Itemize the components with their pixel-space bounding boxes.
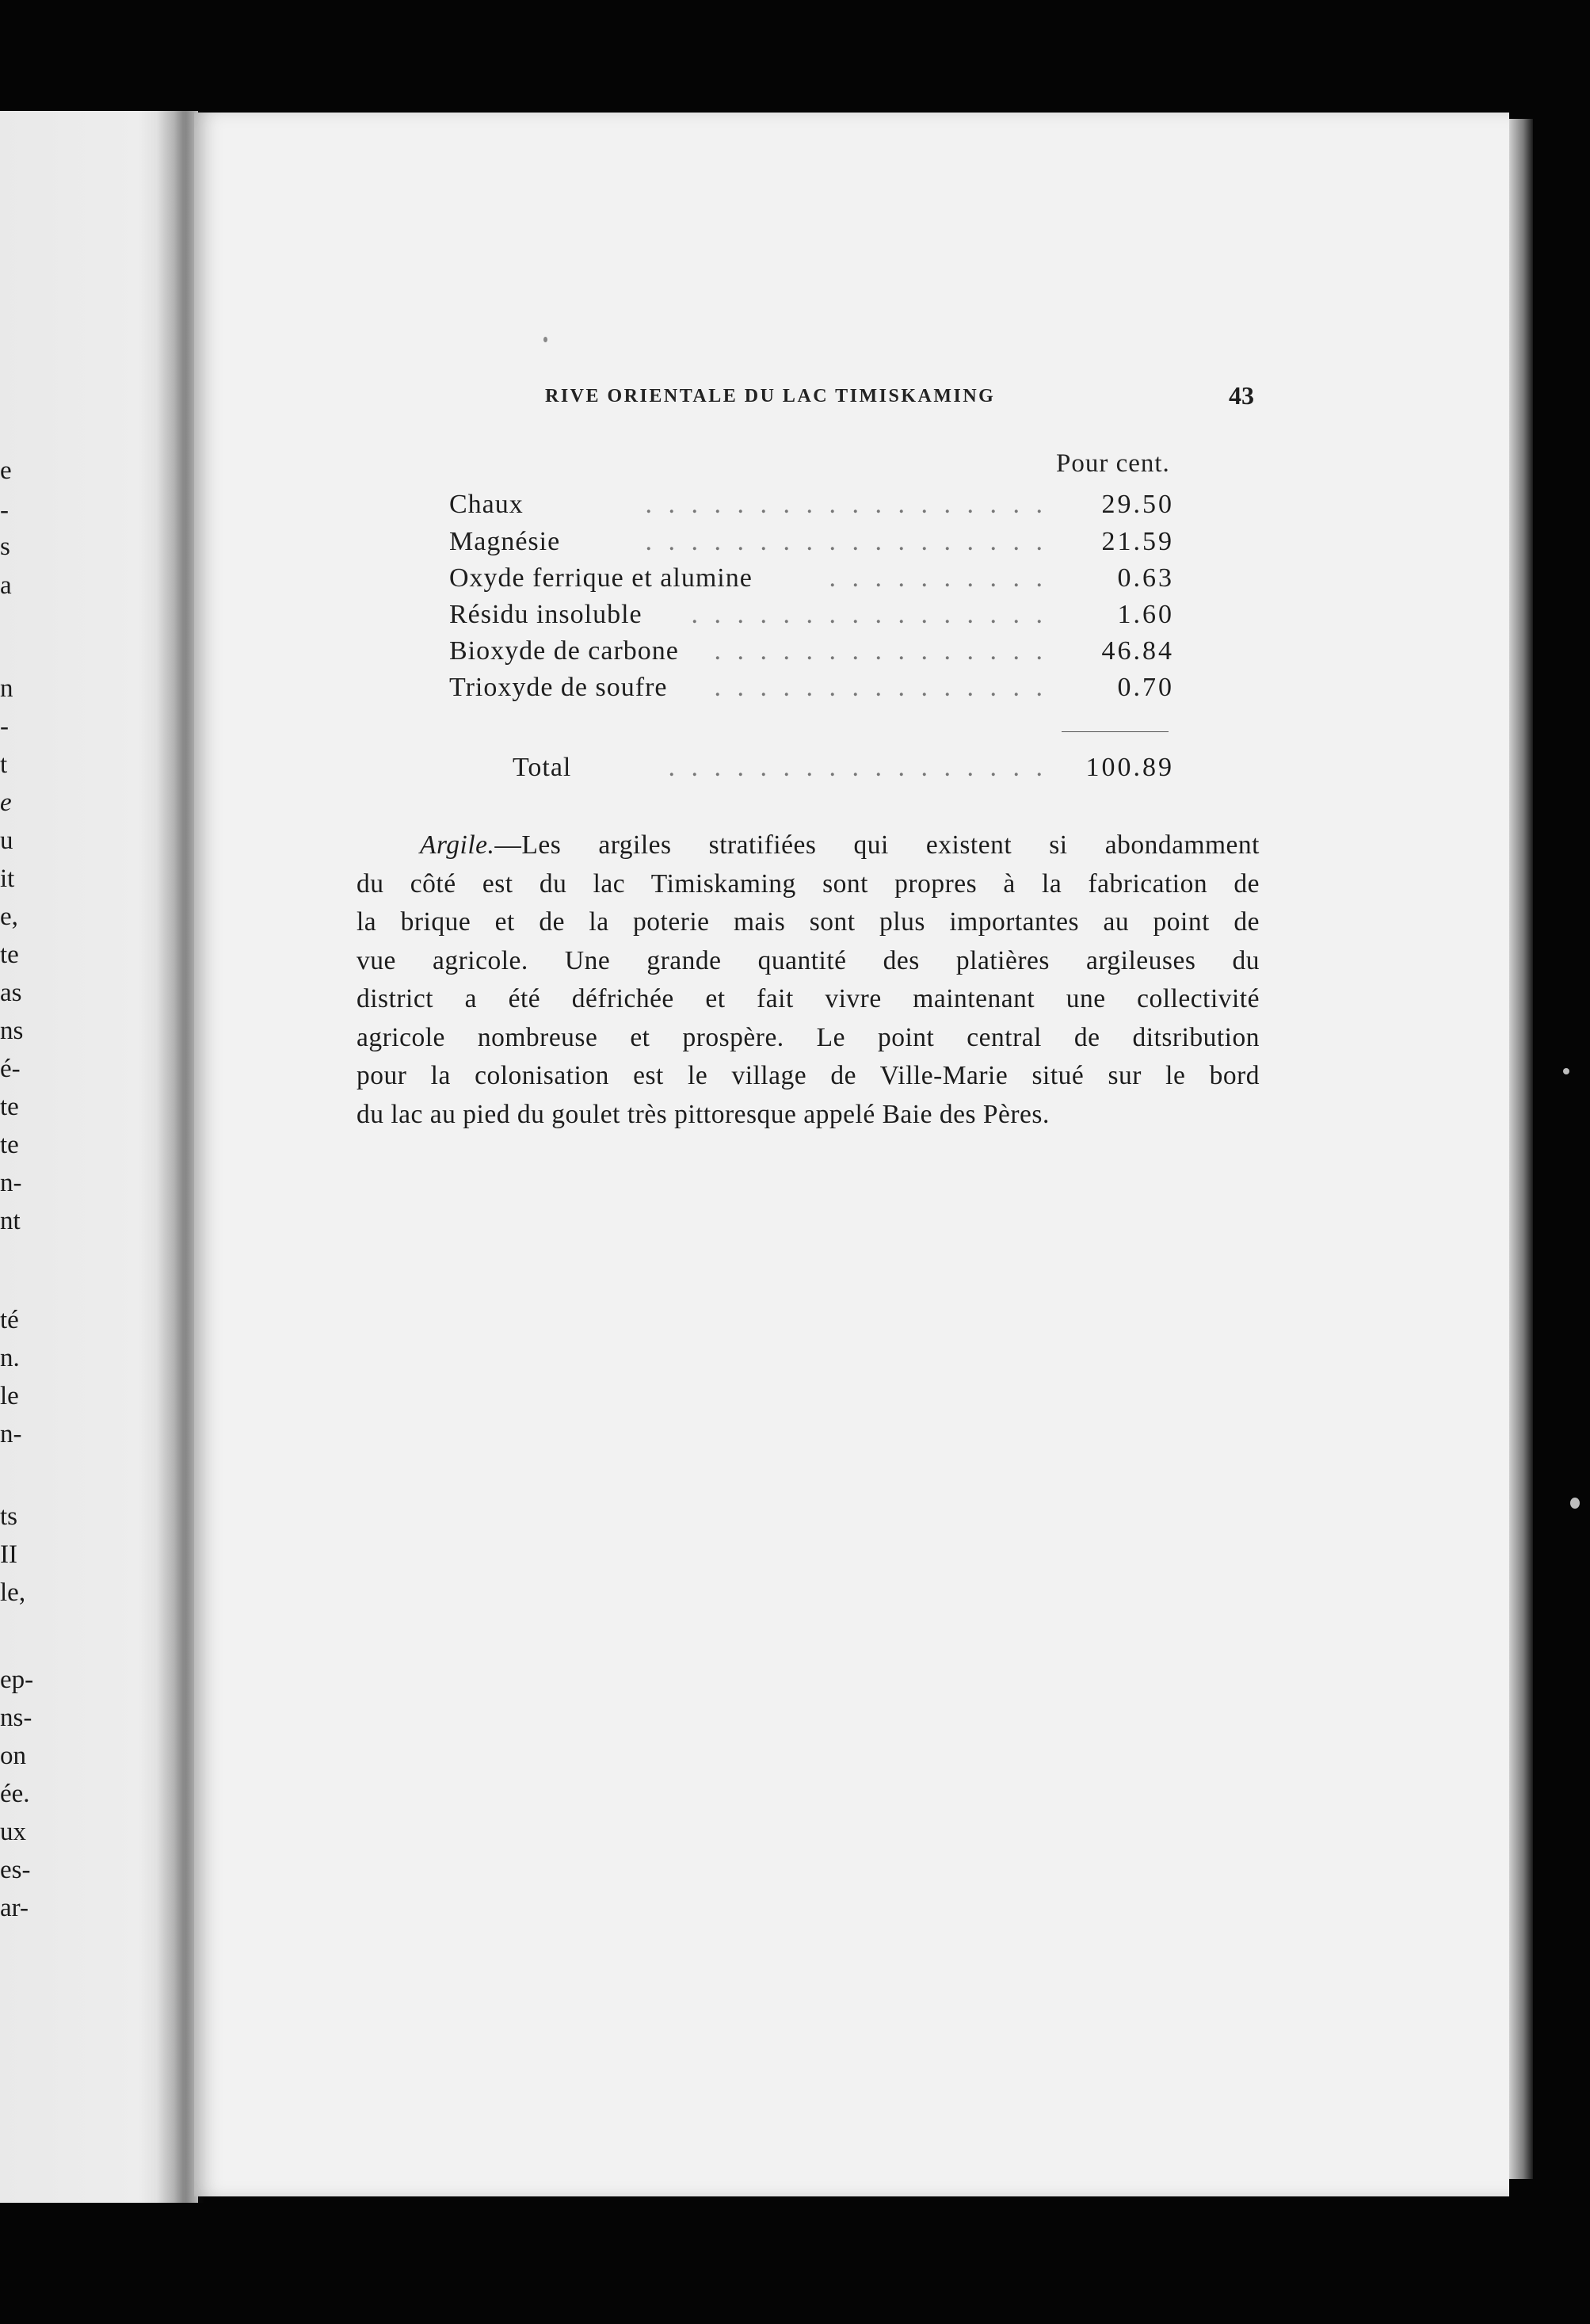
table-row: [449, 600, 1174, 635]
row-value: 46.84: [1101, 636, 1174, 666]
left-page-fragment: as: [0, 979, 22, 1007]
scan-speck: [1563, 1068, 1569, 1074]
left-page-fragment: te: [0, 1093, 19, 1121]
running-head: RIVE ORIENTALE DU LAC TIMISKAMING: [545, 386, 996, 406]
total-rule: [1062, 731, 1169, 732]
left-page-fragment: ux: [0, 1818, 26, 1846]
paragraph-heading: Argile.: [420, 830, 495, 860]
scan-speck: [543, 337, 547, 342]
left-page-fragment: é-: [0, 1055, 21, 1083]
left-page-fragment: II: [0, 1540, 17, 1569]
left-page-fragment: a: [0, 571, 12, 600]
row-label: Chaux: [449, 490, 524, 519]
paragraph-line: vue agricole. Une grande quantité des platières argileuses du: [357, 945, 1260, 975]
page-edge-shadow: [1509, 119, 1533, 2179]
left-page-fragment: ts: [0, 1502, 18, 1531]
left-page-fragment: nt: [0, 1207, 21, 1235]
left-page-fragment: ns-: [0, 1704, 32, 1732]
total-value: 100.89: [1085, 753, 1174, 782]
scan-speck: [1570, 1498, 1580, 1509]
left-page-fragment: ns: [0, 1017, 24, 1045]
row-value: 0.70: [1117, 673, 1174, 702]
row-value: 29.50: [1101, 490, 1174, 519]
paragraph-line: du lac au pied du goulet très pittoresque appelé Baie des Pères.: [357, 1099, 1050, 1129]
left-page-fragment: n-: [0, 1169, 22, 1197]
left-page-fragment: t: [0, 750, 8, 779]
table-row: [449, 527, 1174, 562]
left-page-fragment: ep-: [0, 1666, 34, 1694]
row-value: 1.60: [1117, 600, 1174, 629]
paragraph-line: district a été défrichée et fait vivre maintenant une collectivité: [357, 984, 1260, 1013]
left-page-fragment: te: [0, 941, 19, 969]
total-label: Total: [513, 753, 572, 782]
table-row: [449, 636, 1174, 671]
table-row: [449, 563, 1174, 598]
row-label: Magnésie: [449, 527, 561, 556]
row-value: 0.63: [1117, 563, 1174, 593]
row-label: Oxyde ferrique et alumine: [449, 563, 753, 593]
table-row: [449, 673, 1174, 708]
left-page-fragment: -: [0, 712, 9, 741]
left-page-fragment: on: [0, 1742, 26, 1770]
left-page-fragment: e,: [0, 903, 18, 931]
paragraph-line: [357, 826, 1260, 865]
leader-dots: . . . . . . . . . . . . . . . . .: [668, 753, 1047, 782]
row-value: 21.59: [1101, 527, 1174, 556]
left-page-fragment: le: [0, 1382, 19, 1410]
page-number: 43: [1229, 381, 1254, 410]
current-page: [194, 113, 1509, 2196]
paragraph-line: agricole nombreuse et prospère. Le point central de ditsribution: [357, 1022, 1260, 1052]
leader-dots: . . . . . . . . . . . . . . .: [714, 636, 1047, 666]
left-page-fragment: s: [0, 532, 10, 561]
left-page-fragment: -: [0, 496, 9, 525]
leader-dots: . . . . . . . . . .: [829, 563, 1047, 593]
table-column-header: Pour cent.: [1056, 449, 1170, 478]
leader-dots: . . . . . . . . . . . . . . .: [714, 673, 1047, 702]
left-page-fragment: ée.: [0, 1780, 30, 1808]
row-label: Trioxyde de soufre: [449, 673, 668, 702]
paragraph-line-text: —Les argiles stratifiées qui existent si abondamment: [494, 830, 1260, 860]
paragraph-line: la brique et de la poterie mais sont plus importantes au point de: [357, 907, 1260, 937]
left-page-fragment: it: [0, 864, 15, 893]
leader-dots: . . . . . . . . . . . . . . . . . .: [645, 527, 1047, 556]
body-paragraph: [357, 826, 1260, 1134]
left-page-fragment: es-: [0, 1856, 31, 1884]
left-page-fragment: n.: [0, 1344, 20, 1372]
table-total-row: [449, 753, 1174, 788]
left-page-fragment: te: [0, 1131, 19, 1159]
left-page-fragment: ar-: [0, 1894, 29, 1922]
left-page-fragment: e: [0, 456, 12, 485]
paragraph-line: du côté est du lac Timiskaming sont propres à la fabrication de: [357, 868, 1260, 899]
table-row: [449, 490, 1174, 525]
left-page-fragment: u: [0, 826, 13, 855]
left-page-fragment: e: [0, 788, 12, 817]
leader-dots: . . . . . . . . . . . . . . . . . .: [645, 490, 1047, 519]
paragraph-line: pour la colonisation est le village de Ville-Marie situé sur le bord: [357, 1061, 1260, 1090]
left-page-fragment: le,: [0, 1578, 26, 1607]
row-label: Bioxyde de carbone: [449, 636, 679, 666]
leader-dots: . . . . . . . . . . . . . . . .: [691, 600, 1047, 629]
left-page-fragment: té: [0, 1306, 19, 1334]
left-page-fragment: n-: [0, 1420, 22, 1448]
left-page-fragment: n: [0, 674, 13, 703]
row-label: Résidu insoluble: [449, 600, 642, 629]
